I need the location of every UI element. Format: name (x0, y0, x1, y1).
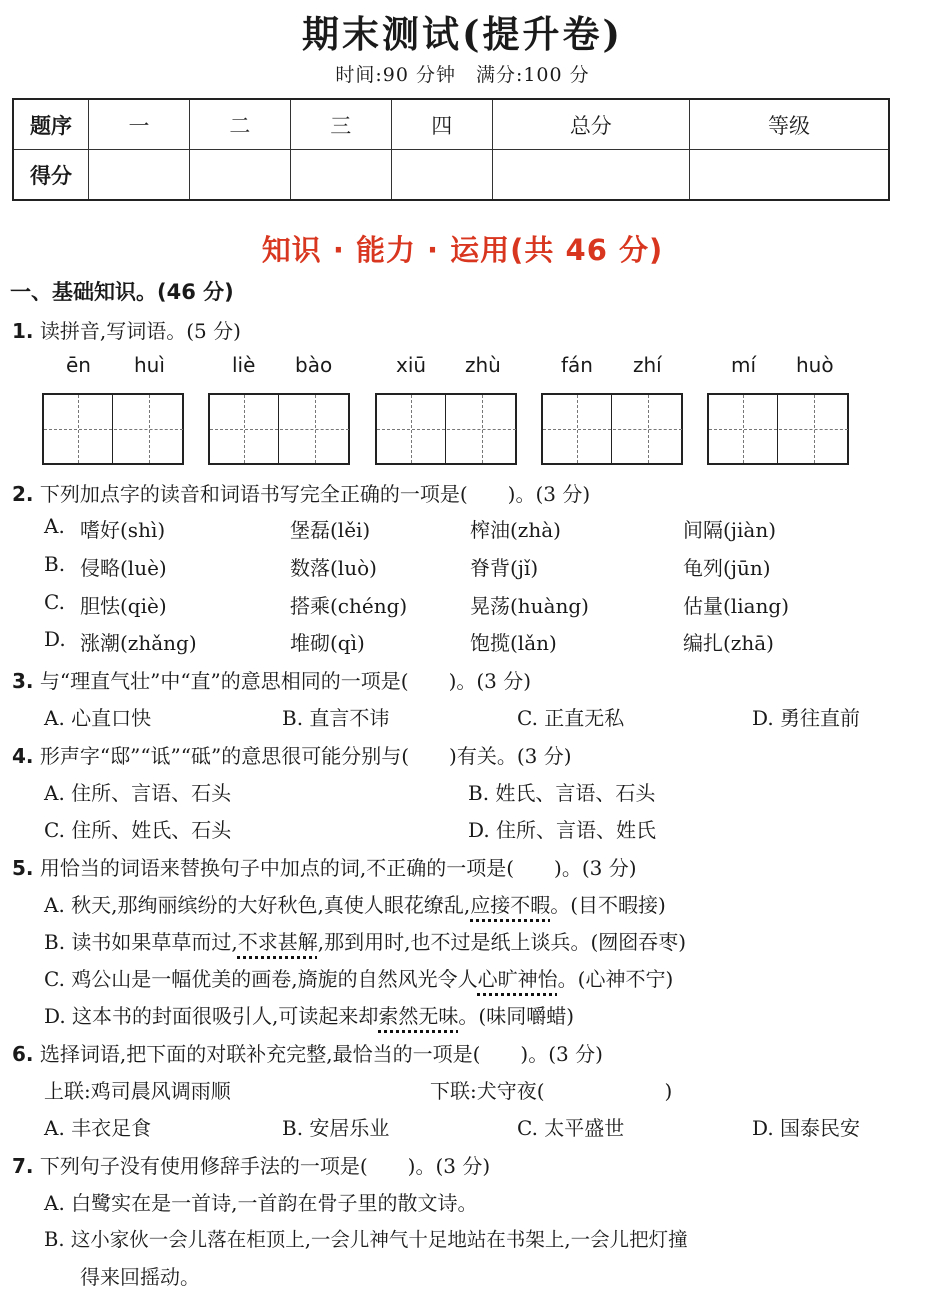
section-title: 知识 · 能力 · 运用(共 46 分) (261, 233, 664, 267)
option: B. 这小家伙一会儿落在柜顶上,一会儿神气十足地站在书架上,一会儿把灯撞 (44, 1228, 688, 1251)
score-blank-cell[interactable] (290, 150, 391, 201)
option-word: 堡磊(lěi) (290, 518, 371, 542)
question-number: 6. (12, 1042, 34, 1066)
option-label: A. (44, 893, 65, 917)
option-word: 胆怯(qiè) (80, 594, 167, 618)
option: A. 心直口快 (44, 706, 152, 730)
table-cell: 总分 (492, 99, 689, 150)
question-text: 选择词语,把下面的对联补充完整,最恰当的一项是( )。(3 分) (39, 1042, 603, 1066)
option-word: 编扎(zhā) (683, 631, 774, 655)
score-blank-cell[interactable] (492, 150, 689, 201)
score-blank-cell[interactable] (89, 150, 190, 201)
option-text: 这本书的封面很吸引人,可读起来却 (72, 1004, 379, 1028)
option-label: C. (44, 590, 65, 614)
option-text: 。(味同嚼蜡) (458, 1004, 575, 1028)
question-4 (12, 740, 572, 769)
exam-info: 时间:90 分钟 满分:100 分 (335, 64, 590, 86)
option (44, 889, 666, 918)
dotted-word: 不求甚解 (237, 930, 318, 954)
pinyin: zhù (465, 353, 501, 377)
option-word: 榨油(zhà) (470, 518, 561, 542)
option: A. 白鹭实在是一首诗,一首韵在骨子里的散文诗。 (44, 1191, 478, 1215)
option-word: 脊背(jǐ) (470, 556, 539, 580)
option (44, 963, 673, 992)
option-word: 间隔(jiàn) (683, 518, 777, 542)
option: C. 住所、姓氏、石头 (44, 818, 232, 842)
dotted-word: 心旷神怡 (477, 967, 558, 991)
question-3 (12, 665, 531, 694)
option-word: 数落(luò) (290, 556, 377, 580)
option-word: 侵略(luè) (80, 556, 167, 580)
writing-grid[interactable] (208, 393, 350, 465)
pinyin: mí (731, 353, 757, 377)
question-text: 形声字“邸”“诋”“砥”的意思很可能分别与( )有关。(3 分) (39, 744, 572, 768)
pinyin: xiū (396, 353, 427, 377)
question-5 (12, 852, 637, 881)
question-text: 用恰当的词语来替换句子中加点的词,不正确的一项是( )。(3 分) (39, 856, 637, 880)
score-blank-cell[interactable] (689, 150, 889, 201)
couplet-upper: 上联:鸡司晨风调雨顺 (44, 1079, 231, 1103)
writing-grid[interactable] (375, 393, 517, 465)
option: A. 住所、言语、石头 (44, 781, 232, 805)
question-text: 下列句子没有使用修辞手法的一项是( )。(3 分) (39, 1154, 491, 1178)
question-number: 5. (12, 856, 34, 880)
option: A. 丰衣足食 (44, 1116, 152, 1140)
writing-grid[interactable] (541, 393, 683, 465)
score-table-score-row (13, 150, 889, 201)
option-word: 晃荡(huàng) (470, 594, 589, 618)
option-word: 龟列(jūn) (683, 556, 771, 580)
option-label: D. (44, 1004, 66, 1028)
score-table-header-row (13, 99, 889, 150)
option: D. 住所、言语、姓氏 (468, 818, 657, 842)
option-label: C. (44, 967, 65, 991)
option: B. 直言不讳 (282, 706, 390, 730)
score-blank-cell[interactable] (391, 150, 492, 201)
table-cell: 四 (391, 99, 492, 150)
dotted-word: 应接不暇 (470, 893, 551, 917)
question-7 (12, 1150, 490, 1179)
pinyin: liè (232, 353, 256, 377)
option-text: 秋天,那绚丽缤纷的大好秋色,真使人眼花缭乱, (71, 893, 471, 917)
option: B. 姓氏、言语、石头 (468, 781, 656, 805)
option-label: D. (44, 627, 66, 651)
table-cell: 二 (189, 99, 290, 150)
pinyin: zhí (633, 353, 662, 377)
option: B. 安居乐业 (282, 1116, 390, 1140)
writing-grid[interactable] (42, 393, 184, 465)
question-6 (12, 1038, 603, 1067)
option (44, 926, 686, 955)
option: D. 国泰民安 (752, 1116, 861, 1140)
writing-grid[interactable] (707, 393, 849, 465)
option-label: A. (44, 514, 65, 538)
option-label: B. (44, 930, 66, 954)
table-cell: 等级 (689, 99, 889, 150)
question-text: 下列加点字的读音和词语书写完全正确的一项是( )。(3 分) (39, 482, 591, 506)
question-text: 读拼音,写词语。(5 分) (39, 319, 241, 343)
question-1 (12, 315, 241, 344)
option-word: 嗜好(shì) (80, 518, 166, 542)
part-title: 一、基础知识。(46 分) (10, 280, 234, 304)
option-word: 堆砌(qì) (290, 631, 365, 655)
option-text: 。(心神不宁) (557, 967, 674, 991)
question-number: 4. (12, 744, 34, 768)
table-cell: 题序 (13, 99, 89, 150)
option-word: 涨潮(zhǎng) (80, 631, 197, 655)
pinyin: fán (561, 353, 593, 377)
page-title: 期末测试(提升卷) (301, 12, 623, 56)
option-label: B. (44, 552, 66, 576)
score-table (12, 98, 890, 201)
pinyin: bào (295, 353, 333, 377)
option: C. 太平盛世 (517, 1116, 625, 1140)
option-word: 搭乘(chéng) (290, 594, 408, 618)
table-cell: 一 (89, 99, 190, 150)
score-blank-cell[interactable] (189, 150, 290, 201)
dotted-word: 索然无味 (378, 1004, 459, 1028)
question-number: 1. (12, 319, 34, 343)
question-number: 3. (12, 669, 34, 693)
option-text: 。(目不暇接) (550, 893, 666, 917)
question-2 (12, 478, 590, 507)
pinyin: huì (134, 353, 165, 377)
pinyin: huò (796, 353, 834, 377)
option: D. 勇往直前 (752, 706, 861, 730)
question-number: 7. (12, 1154, 34, 1178)
pinyin: ēn (66, 353, 91, 377)
table-cell: 得分 (13, 150, 89, 201)
option-continuation: 得来回摇动。 (80, 1265, 200, 1289)
option (44, 1000, 574, 1029)
option-text: 读书如果草草而过, (71, 930, 238, 954)
question-text: 与“理直气壮”中“直”的意思相同的一项是( )。(3 分) (39, 669, 532, 693)
option-text: 鸡公山是一幅优美的画卷,旖旎的自然风光令人 (71, 967, 478, 991)
option-word: 饱揽(lǎn) (470, 631, 557, 655)
couplet-lower: 下联:犬守夜( ) (430, 1079, 673, 1103)
question-number: 2. (12, 482, 34, 506)
table-cell: 三 (290, 99, 391, 150)
option-word: 估量(liang) (683, 594, 790, 618)
option-text: ,那到用时,也不过是纸上谈兵。(囫囵吞枣) (317, 930, 687, 954)
option: C. 正直无私 (517, 706, 625, 730)
